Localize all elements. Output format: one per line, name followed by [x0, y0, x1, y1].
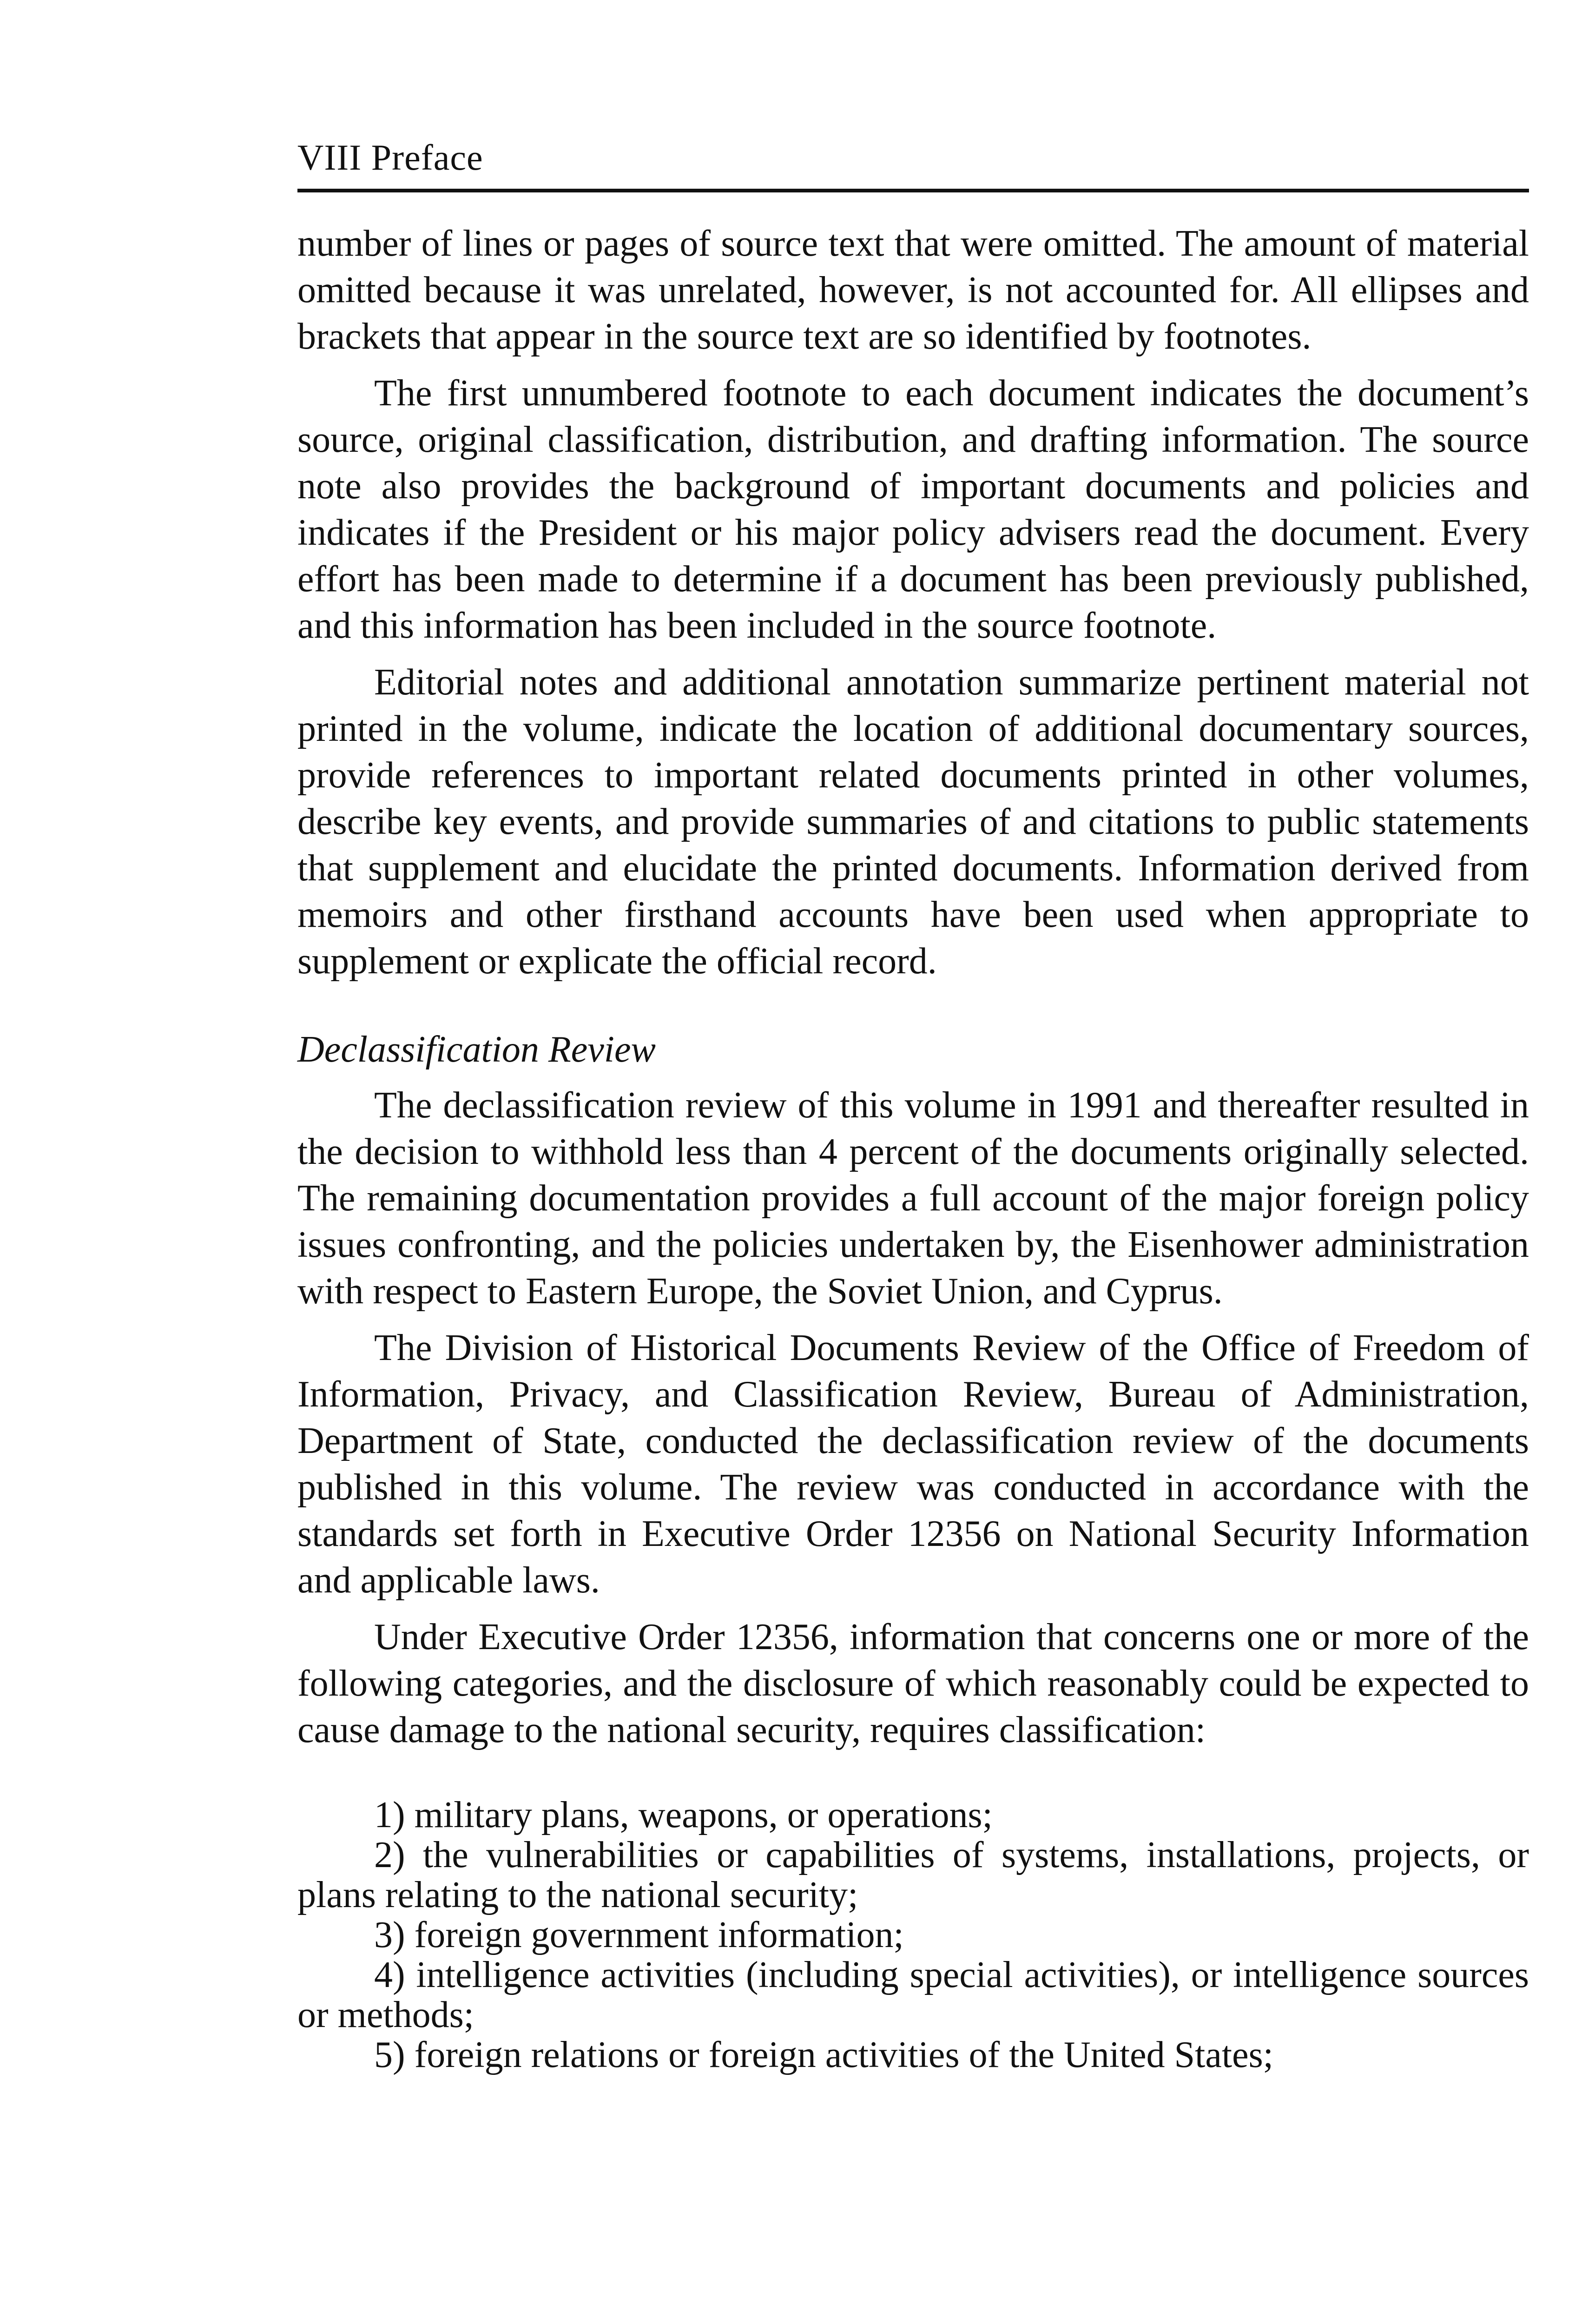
paragraph-continuation: number of lines or pages of source text that were omitted. The amount of material omitted because it was unrelated, however, is not accounted for. All ellipses and brackets that appear in the source text are so identified by footnotes. [297, 223, 1529, 357]
list-item: 5) foreign relations or foreign activities of the United States; [374, 2034, 1273, 2075]
list-item: 3) foreign government information; [374, 1915, 904, 1955]
paragraph-executive-order: Under Executive Order 12356, information that concerns one or more of the following categories, and the disclosure of which reasonably could be expected to cause damage to the national security, requires classification: [297, 1617, 1529, 1750]
paragraph-division-review: The Division of Historical Documents Review of the Office of Freedom of Information, Privacy, and Classification Review, Bureau of Administration, Department of State, conducted the declassification review of the documents published in this volume. The review was conducted in accordance with the standards set forth in Executive Order 12356 on National Security Information and applicable laws. [297, 1327, 1529, 1601]
classification-categories-list [297, 1795, 1529, 2075]
list-item: 4) intelligence activities (including special activities), or intelligence sources or methods; [297, 1954, 1529, 2035]
running-head: VIII Preface [297, 139, 1529, 192]
paragraph-editorial-notes: Editorial notes and additional annotation summarize pertinent material not printed in the volume, indicate the location of additional documentary sources, provide references to important related documents printed in other volumes, describe key events, and provide summaries of and citations to public statements that supplement and elucidate the printed documents. Information derived from memoirs and other firsthand accounts have been used when appropriate to supplement or explicate the official record. [297, 662, 1529, 982]
list-item: 1) military plans, weapons, or operations; [374, 1795, 993, 1835]
page [297, 139, 1529, 2075]
list-item: 2) the vulnerabilities or capabilities of systems, installations, projects, or plans relating to the national security; [297, 1835, 1529, 1915]
paragraph-declassification-review: The declassification review of this volume in 1991 and thereafter resulted in the decision to withhold less than 4 percent of the documents originally selected. The remaining documentation provides a full account of the major foreign policy issues confronting, and the policies undertaken by, the Eisenhower administration with respect to Eastern Europe, the Soviet Union, and Cyprus. [297, 1085, 1529, 1312]
paragraph-source-footnote: The first unnumbered footnote to each document indicates the document’s source, original classification, distribution, and drafting information. The source note also provides the background of important documents and policies and indicates if the President or his major policy advisers read the document. Every effort has been made to determine if a document has been previously published, and this information has been included in the source footnote. [297, 373, 1529, 646]
section-heading-declassification-review: Declassification Review [297, 1029, 656, 1070]
